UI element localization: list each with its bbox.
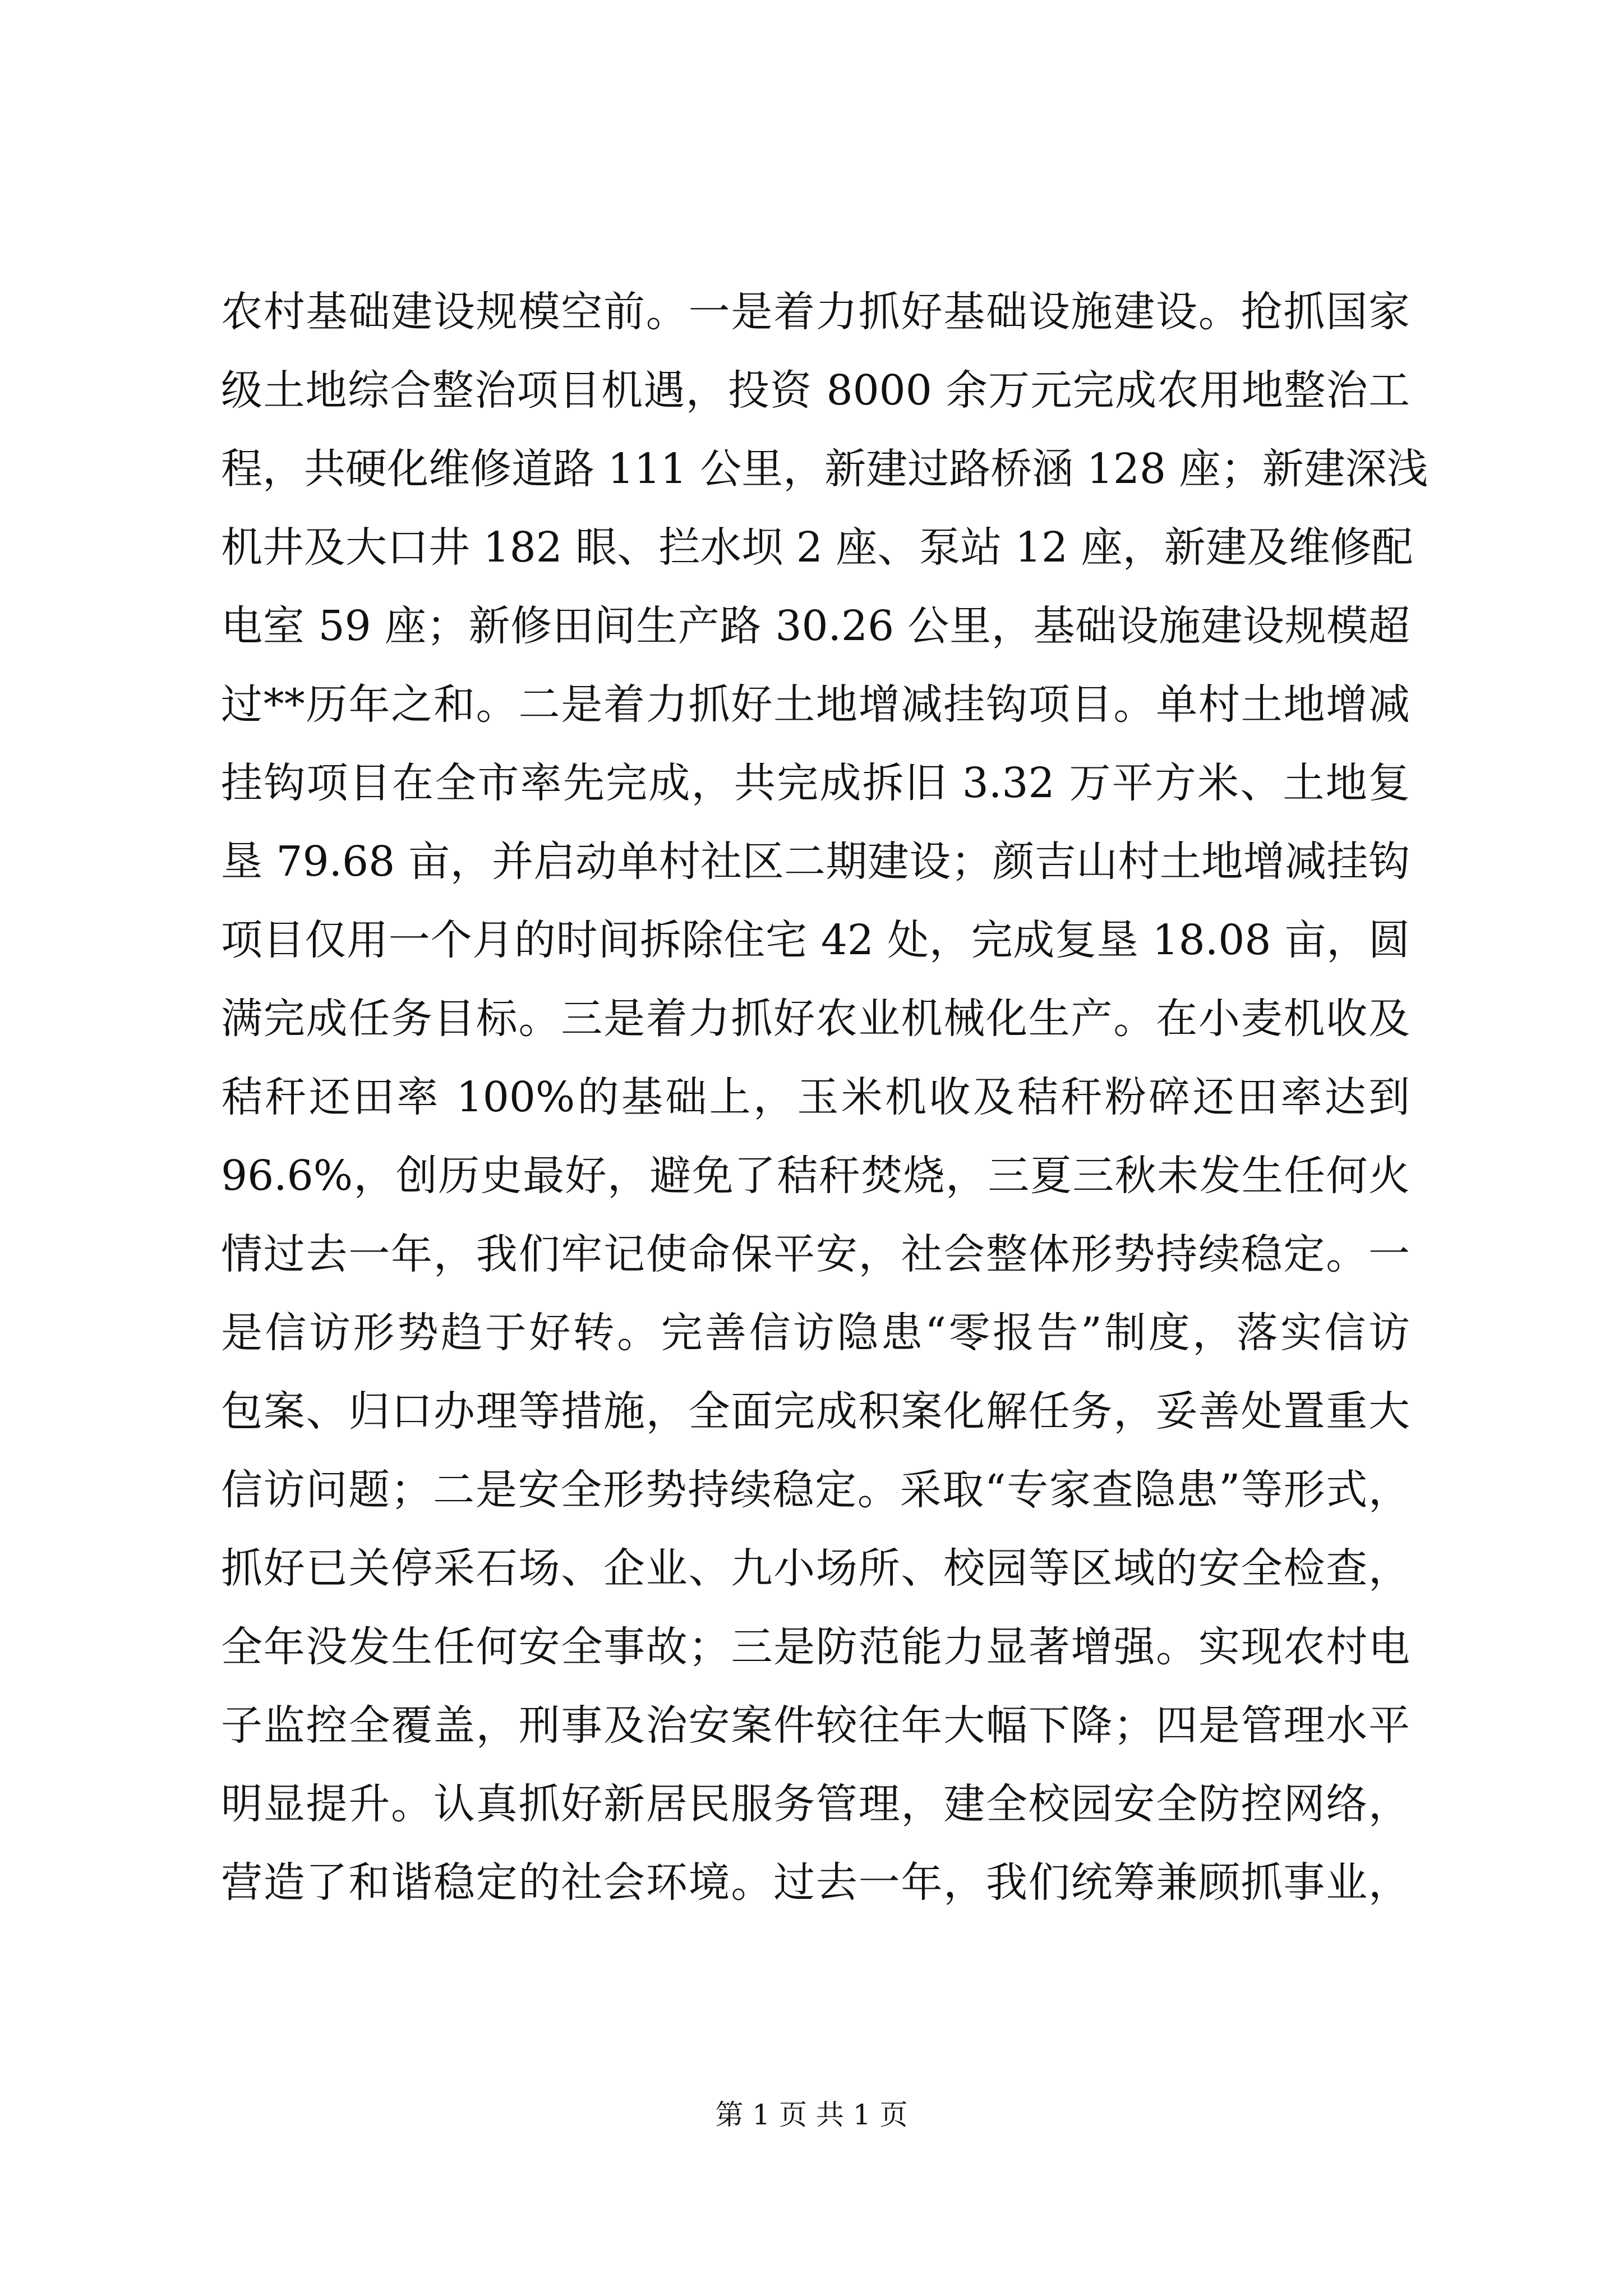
text-line: 农村基础建设规模空前。一是着力抓好基础设施建设。抢抓国家 bbox=[221, 288, 1410, 336]
text-line: 包案、归口办理等措施，全面完成积案化解任务，妥善处置重大 bbox=[221, 1387, 1410, 1435]
text-line: 全年没发生任何安全事故；三是防范能力显著增强。实现农村电 bbox=[221, 1623, 1410, 1671]
text-line: 电室 59 座；新修田间生产路 30.26 公里，基础设施建设规模超 bbox=[221, 602, 1410, 650]
text-line: 程，共硬化维修道路 111 公里，新建过路桥涵 128 座；新建深浅 bbox=[221, 445, 1428, 493]
text-line: 96.6%，创历史最好，避免了秸秆焚烧，三夏三秋未发生任何火 bbox=[221, 1152, 1410, 1200]
text-line: 抓好已关停采石场、企业、九小场所、校园等区域的安全检查， bbox=[221, 1544, 1410, 1593]
text-line: 信访问题；二是安全形势持续稳定。采取“专家查隐患”等形式， bbox=[221, 1466, 1410, 1514]
text-line: 过**历年之和。二是着力抓好土地增减挂钩项目。单村土地增减 bbox=[221, 680, 1410, 729]
text-line: 秸秆还田率 100%的基础上，玉米机收及秸秆粉碎还田率达到 bbox=[221, 1073, 1410, 1121]
text-line: 是信访形势趋于好转。完善信访隐患“零报告”制度，落实信访 bbox=[221, 1309, 1410, 1357]
text-line: 级土地综合整治项目机遇，投资 8000 余万元完成农用地整治工 bbox=[221, 366, 1410, 415]
text-line: 明显提升。认真抓好新居民服务管理，建全校园安全防控网络， bbox=[221, 1780, 1410, 1828]
text-line: 项目仅用一个月的时间拆除住宅 42 处，完成复垦 18.08 亩，圆 bbox=[221, 916, 1410, 964]
text-line: 垦 79.68 亩，并启动单村社区二期建设；颜吉山村土地增减挂钩 bbox=[221, 838, 1410, 886]
text-line: 子监控全覆盖，刑事及治安案件较往年大幅下降；四是管理水平 bbox=[221, 1701, 1410, 1750]
text-line: 满完成任务目标。三是着力抓好农业机械化生产。在小麦机收及 bbox=[221, 995, 1410, 1043]
text-line: 机井及大口井 182 眼、拦水坝 2 座、泵站 12 座，新建及维修配 bbox=[221, 523, 1413, 572]
page-footer bbox=[0, 2095, 1623, 2134]
text-line: 情过去一年，我们牢记使命保平安，社会整体形势持续稳定。一 bbox=[221, 1230, 1410, 1278]
page-number: 第 1 页 共 1 页 bbox=[715, 2099, 908, 2131]
text-line: 营造了和谐稳定的社会环境。过去一年，我们统筹兼顾抓事业， bbox=[221, 1858, 1410, 1907]
text-line: 挂钩项目在全市率先完成，共完成拆旧 3.32 万平方米、土地复 bbox=[221, 759, 1410, 807]
body-text bbox=[221, 273, 1428, 1922]
